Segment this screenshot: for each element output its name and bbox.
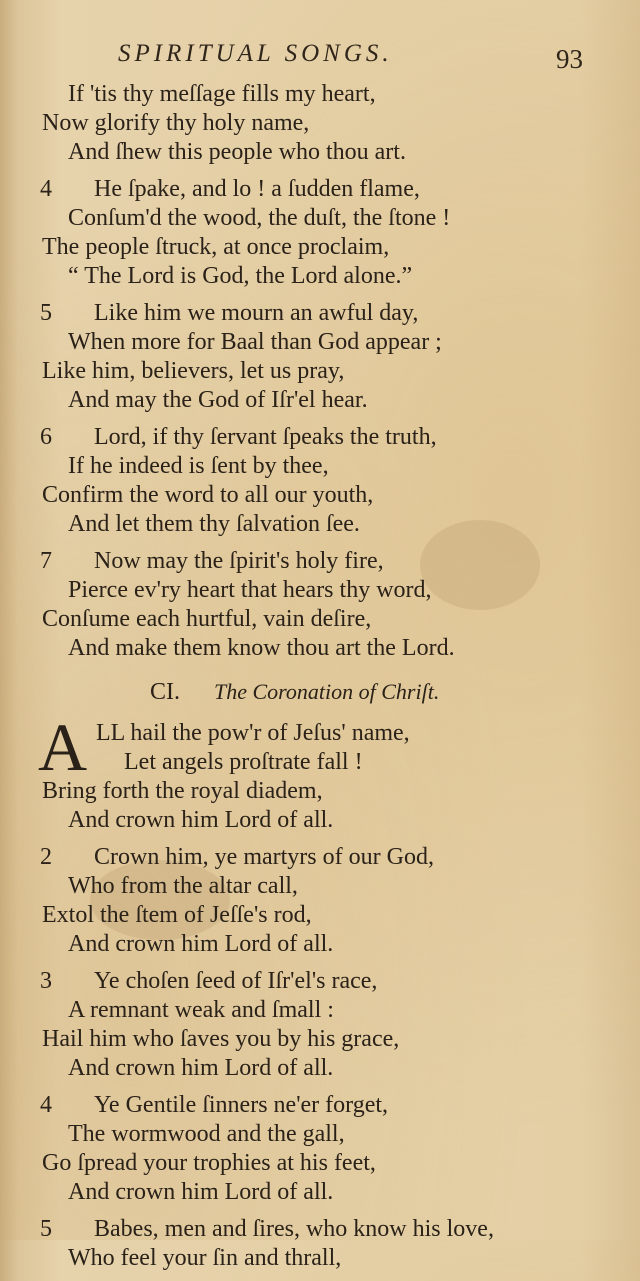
stanza [0, 299, 640, 415]
verse-line: Confirm the word to all our youth, [42, 482, 374, 508]
stanza [0, 1091, 640, 1207]
stanza [0, 423, 640, 539]
verse-line: Like him, believers, let us pray, [42, 358, 345, 384]
stanza-number: 4 [40, 176, 52, 202]
verse-line: 4 Ye Gentile ſinners ne'er forget, [40, 1092, 389, 1118]
stanza-number: 4 [40, 1092, 52, 1118]
running-title: SPIRITUAL SONGS. [118, 40, 393, 67]
verse-line: Now glorify thy holy name, [42, 110, 310, 136]
verse-line: Conſum'd the wood, the duſt, the ſtone ! [68, 205, 451, 231]
verse-line: And crown him Lord of all. [68, 1055, 334, 1081]
stanza [0, 967, 640, 1083]
verse-line: 2 Crown him, ye martyrs of our God, [40, 844, 434, 870]
hymn-text [0, 80, 640, 1281]
verse-line: If 'tis thy meſſage fills my heart, [68, 81, 376, 107]
verse-line: Pierce ev'ry heart that hears thy word, [68, 577, 432, 603]
verse-line: When more for Baal than God appear ; [68, 329, 442, 355]
verse-line: If he indeed is ſent by thee, [68, 453, 329, 479]
verse-line: LL hail the pow'r of Jeſus' name, [96, 720, 410, 746]
first-stanza [0, 709, 640, 835]
verse-line: 6 Lord, if thy ſervant ſpeaks the truth, [40, 424, 437, 450]
stanza [0, 175, 640, 291]
hymn-heading [0, 671, 640, 713]
verse-line: The wormwood and the gall, [68, 1121, 345, 1147]
stanza-number: 7 [40, 548, 52, 574]
verse-line: And crown him Lord of all. [68, 931, 334, 957]
verse-line: Let angels proſtrate fall ! [124, 749, 363, 775]
stanza [0, 843, 640, 959]
verse-line: “ The Lord is God, the Lord alone.” [68, 263, 413, 289]
verse-line: Who feel your ſin and thrall, [68, 1245, 342, 1271]
verse-line: Hail him who ſaves you by his grace, [42, 1026, 400, 1052]
verse-line: A remnant weak and ſmall : [68, 997, 334, 1023]
stanza-number: 6 [40, 424, 52, 450]
stanza-number: 5 [40, 300, 52, 326]
verse-line: And make them know thou art the Lord. [68, 635, 455, 661]
verse-line: 4 He ſpake, and lo ! a ſudden flame, [40, 176, 420, 202]
verse-line: 7 Now may the ſpirit's holy fire, [40, 548, 384, 574]
verse-line: Who from the altar call, [68, 873, 298, 899]
verse-line: 3 Ye choſen ſeed of Iſr'el's race, [40, 968, 378, 994]
verse-line: Bring forth the royal diadem, [42, 778, 323, 804]
page-number: 93 [556, 44, 583, 74]
verse-line: And let them thy ſalvation ſee. [68, 511, 360, 537]
verse-line: 5 Babes, men and ſires, who know his love, [40, 1216, 494, 1242]
stanza-number: 3 [40, 968, 52, 994]
page-header [0, 38, 640, 78]
hymn-number: CI. [150, 679, 180, 705]
continued-stanza [0, 80, 640, 167]
stanza-number: 2 [40, 844, 52, 870]
verse-line: Extol the ſtem of Jeſſe's rod, [42, 902, 312, 928]
verse-line: And crown him Lord of all. [68, 807, 334, 833]
hymn-title: The Coronation of Chriſt. [214, 679, 440, 704]
verse-line: And may the God of Iſr'el hear. [68, 387, 368, 413]
stanza-number: 5 [40, 1216, 52, 1242]
verse-line: And ſhew this people who thou art. [68, 139, 406, 165]
verse-line: 5 Like him we mourn an awful day, [40, 300, 419, 326]
drop-cap: A [38, 709, 88, 785]
verse-line: And crown him Lord of all. [68, 1179, 334, 1205]
stanza [0, 547, 640, 663]
verse-line: The people ſtruck, at once proclaim, [42, 234, 390, 260]
verse-line: Go ſpread your trophies at his feet, [42, 1150, 376, 1176]
stanza [0, 1215, 640, 1273]
verse-line: Conſume each hurtful, vain deſire, [42, 606, 372, 632]
